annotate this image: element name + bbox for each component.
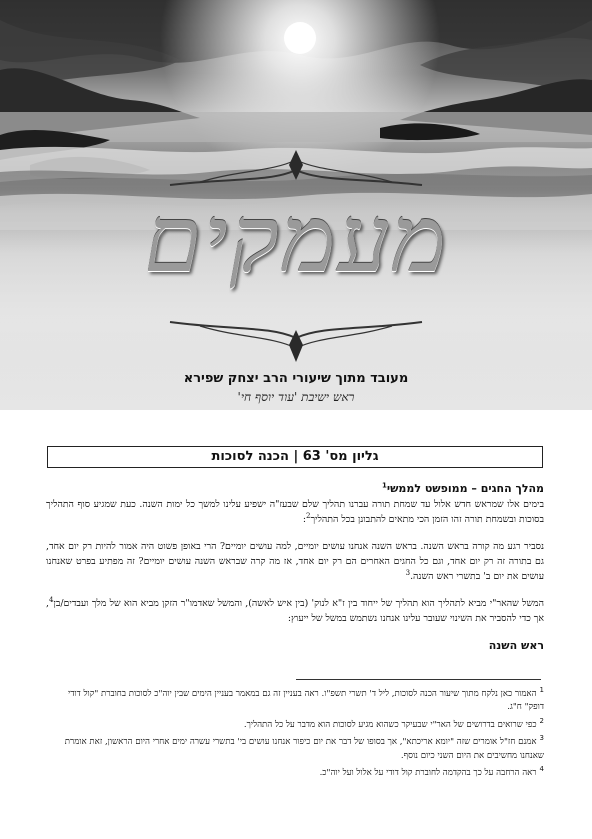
footnote: $^3$אמנם חז"ל אומרים שזה "יומא אריכתא", אך בסופו של דבר את יום כיפור אנחנו עושים בי' בתשרי עשרה ימים אחרי היום הראשון, זאת אומרת שאנחנו מחשיבים את היום השני כיום נוסף. (64, 734, 544, 761)
paragraph-2: נסביר רגע מה קורה בראש השנה. בראש השנה אנחנו עושים יומיים, למה עושים יומיים? הרי באופן פשוט היה אמור להיות רק יום אחד, גם בתורה זה רק יום אחד, וגם כל החגים האחרים הם רק יום אחד, אז מה קרה שבראש השנה עושים יומיים? זה מפתיע בפרט שאנחנו עושים את יום ב' בתשרי ראש השנה.$^3$ (46, 541, 544, 582)
masthead-tagline: ראש ישיבת 'עוד יוסף חי' (237, 390, 355, 404)
footnotes (46, 684, 544, 780)
footnote: $^1$האמור כאן נלקח מתוך שיעור הכנה לסוכות, ליל ד' תשרי תשפ"ו. ראה בעניין זה גם במאמר בעניין הימים שבין יוה"כ לסוכות בחוברת "קול דודי דופק" ח"ג. (68, 686, 544, 713)
footnote-divider (296, 679, 541, 680)
issue-title: גליון מס' 63 | הכנה לסוכות (211, 449, 379, 464)
footnote-ref-4: 4 (48, 595, 54, 604)
subheading-rosh-hashana: ראש השנה (488, 639, 544, 652)
paragraph-3: המשל שהאר"י מביא לתהליך הוא תהליך של ייחוד בין ז"א לנוק' (בין איש לאשה), והמשל שאדמו"ר הזקן מביא הוא של מלך ועבדים/בן$^4$, אך כדי להסביר את השינוי שעובר עלינו אנחנו נשתמש במשל של ייעוץ: (46, 595, 544, 624)
section-heading: מהלך החגים – ממופשט לממשי$^1$ (381, 481, 544, 495)
cover-banner (0, 0, 592, 410)
masthead-subtitle: מעובד מתוך שיעורי הרב יצחק שפירא (183, 371, 409, 386)
footnote-ref-1: 1 (381, 481, 387, 490)
article-body (46, 481, 544, 654)
footnote-ref-3: 3 (405, 568, 411, 577)
issue-title-box (47, 446, 543, 468)
paragraph-1: בימים אלו שמראש חדש אלול עד שמחת תורה עברנו תהליך שלם שבעז"ה ישפיע עלינו למשך כל ימות השנה. כעת שמגיע סוף התהליך בסוכות ובשמחת תורה זהו הזמן הכי מתאים להתבונן בכל התהליך$^2$: (46, 499, 544, 525)
footnote: $^2$כפי שרואים בדרושים של האר"י שבעיקר כשהוא מגיע לסוכות הוא מדבר על כל התהליך. (243, 716, 544, 730)
footnote-ref-2: 2 (305, 511, 311, 520)
masthead-title: מעמקים (144, 186, 448, 293)
footnote: $^4$ראה הרחבה על כך בהקדמה לחוברת קול דודי על אלול ועל יוה"כ. (319, 765, 544, 778)
